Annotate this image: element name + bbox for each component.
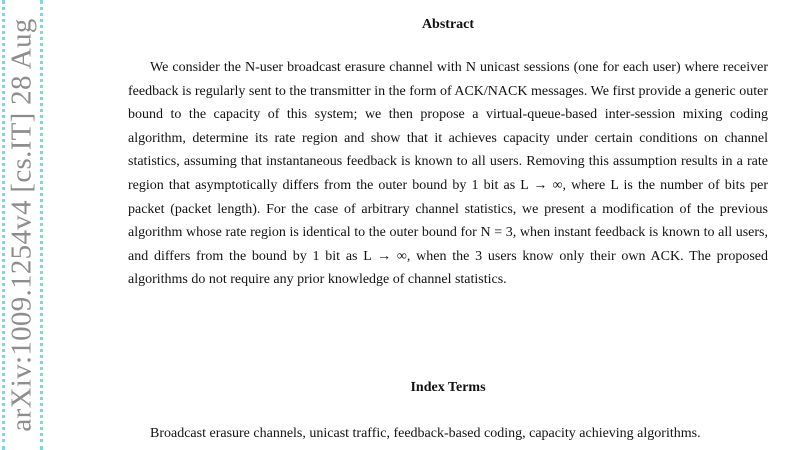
arxiv-stamp-border-right [40, 0, 43, 450]
index-terms-heading: Index Terms [410, 380, 486, 395]
arxiv-identifier: arXiv:1009.1254v4 [cs.IT] 28 Aug [5, 18, 38, 432]
index-terms-text: Broadcast erasure channels, unicast traffic, feedback-based coding, capacity achieving algorithms. [150, 426, 701, 441]
abstract-heading: Abstract [421, 17, 475, 32]
arxiv-stamp [0, 0, 44, 450]
abstract-text: We consider the N-user broadcast erasure channel with N unicast sessions (one for each user) where receiver feedback is regularly sent to the transmitter in the form of ACK/NACK messages. We first provide a generic outer bound to the capacity of this system; we then propose a virtual-queue-based inter-session mixing coding algorithm, determine its rate region and show that it achieves capacity under certain conditions on channel statistics, assuming that instantaneous feedback is known to all users. Removing this assumption results in a rate region that asymptotically differs from the outer bound by 1 bit as L → ∞, where L is the number of bits per packet (packet length). For the case of arbitrary channel statistics, we present a modification of the previous algorithm whose rate region is identical to the outer bound for N = 3, when instant feedback is known to all users, and differs from the bound by 1 bit as L → ∞, when the 3 users know only their own ACK. The proposed algorithms do not require any prior knowledge of channel statistics. [128, 60, 768, 288]
